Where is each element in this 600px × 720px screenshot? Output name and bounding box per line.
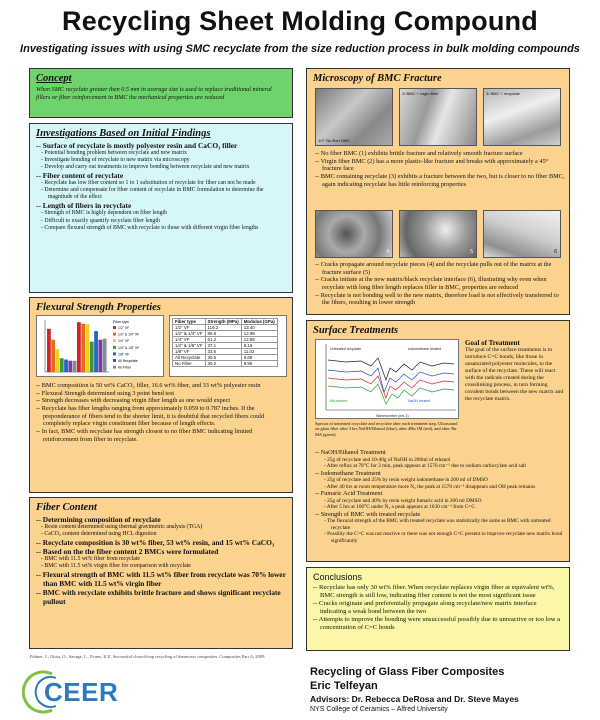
ftir-spectrum-box (315, 339, 459, 419)
chart-legend-label: 1/4" VF (118, 339, 130, 344)
chart-bar (77, 322, 81, 372)
table-header-cell: Fiber type (173, 319, 206, 325)
table-header-row (173, 319, 278, 325)
flexural-item: -- Flexural Strength determined using 3 point bend test (36, 389, 175, 397)
fiber-content-item: -- Recyclate composition is 30 wt% fiber, 53 wt% resin, and 15 wt% CaCO₃ (36, 538, 275, 548)
goal-box (465, 339, 565, 403)
flexural-item: -- BMC composition is 50 wt% CaCO₃ filler, 16.6 wt% fiber, and 33 wt% polyester resin (36, 382, 261, 389)
spectrum-label-untreated: Untreated recyclate (330, 347, 362, 351)
investigation-item: - Determine and compensate for fiber content of recyclate in BMC formulation to determine the magnitude of the effect (41, 187, 264, 201)
table-cell: No Fiber (173, 361, 206, 367)
table-cell: 30.5 (205, 355, 241, 361)
microscopy-heading: Microscopy of BMC Fracture (313, 73, 442, 84)
micrograph-crack-propagation (315, 210, 393, 258)
flexural-table-box (169, 315, 287, 377)
chart-legend-label: 1/2" VF (118, 326, 130, 330)
investigation-item: - Difficult to exactly quantify recyclate fiber length (41, 217, 160, 224)
footer-institution: NYS College of Ceramics – Alfred University (310, 706, 448, 713)
chart-bar (90, 342, 94, 372)
table-cell: 61.2 (205, 337, 241, 343)
chart-legend-title: Fiber type (113, 320, 129, 324)
table-cell: 1/8" VF (173, 349, 206, 355)
micrograph-interface (483, 210, 561, 258)
surface-item: - 25g of recyclate and 10-40g of NaOH in 200ml of ethanol (324, 456, 451, 463)
table-cell: 116.2 (205, 325, 241, 331)
fiber-content-item: -- Determining composition of recyclate (36, 515, 161, 524)
footer-author: Eric Telfeyan (310, 680, 378, 692)
investigation-item: -- Length of fibers in recyclate (36, 201, 132, 211)
surface-heading: Surface Treatments (313, 325, 399, 336)
micrograph-no-fiber (315, 88, 393, 146)
chart-legend-swatch (113, 346, 116, 349)
goal-text: The goal of the surface treatments is to introduce C=C bonds, like those in unsaturated polyester molecules, to the surface of the recyclate. These will react with the radicals created during the crosslinking process, in turn forming covalent bonds between the new matrix and the recyclate matrix. (465, 347, 564, 402)
flexural-chart-box (36, 315, 164, 377)
microscopy-list-top (315, 150, 565, 188)
micrograph-label-6: 6 (554, 249, 557, 255)
micrograph-label-1: 1/2" No fiber BMC (318, 138, 351, 143)
investigation-item: - Potential bonding problem between recyclate and new matrix (41, 150, 187, 157)
flexural-item: -- Strength decreases with decreasing virgin fiber length as one would expect (36, 397, 231, 405)
spectrum-caption: Spectra of untreated recyclate and recyclate after each treatment step. Ultrasound on glass fiber after 3 hrs NaOH/Ethanol (blue), after 40hr IM (red), and after 5hr MA (green) (315, 421, 458, 437)
chart-legend-swatch (113, 339, 116, 342)
table-cell: 33.6 (205, 349, 241, 355)
chart-bar (98, 340, 102, 372)
chart-legend-swatch (113, 333, 116, 336)
table-row (173, 361, 278, 367)
conclusion-item: -- Recyclate has only 30 wt% fiber. When recyclate replaces virgin fiber at equivalent wt%, BMC strength is still low, indicating fiber content is not the most significant issue (313, 584, 555, 600)
microscopy-item: -- Cracks initiate at the new matrix/black recyclate interface (6), illustrating why even when recyclate with long fiber length replaces filler in BMC, properties are reduced (315, 276, 547, 292)
conclusion-item: -- Attempts to improve the bonding were unsuccessful possibly due to unreactive or too low a concentration of C=C bonds (313, 616, 561, 632)
footer-project: Recycling of Glass Fiber Composites (310, 666, 505, 678)
surface-item: -- Strength of BMC with treated recyclate (315, 510, 421, 518)
investigation-item: - Investigate bonding of recyclate to new matrix via microscopy (41, 157, 190, 164)
flexural-list (36, 382, 288, 443)
concept-panel (29, 68, 293, 118)
chart-legend-label: No Fiber (118, 365, 132, 370)
microscopy-item: -- Virgin fiber BMC (2) has a more plastic-like fracture and breaks with approximately a 45° fracture face (315, 157, 549, 173)
table-cell: 1/4" & 1/8" VF (173, 343, 206, 349)
poster-subtitle: Investigating issues with using SMC recyclate from the size reduction process in bulk molding compounds (20, 43, 580, 55)
flexural-item: -- In fact, BMC with recyclate has strength closest to no fiber BMC indicating limited reinforcement from fiber in recyclate. (36, 428, 253, 443)
table-cell: 8.16 (241, 343, 277, 349)
chart-bar (103, 339, 107, 372)
conclusions-heading: Conclusions (313, 572, 363, 582)
surface-item: - After reflux at 78°C for 3 min, peak appears at 1570 cm⁻¹ due to sodium carboxylate acid salt (324, 463, 526, 470)
conclusions-list (313, 584, 563, 632)
concept-heading: Concept (36, 73, 72, 84)
spectrum-label-naoh: NaOH treated (408, 399, 431, 403)
fiber-content-item: -- Based on the the fiber content 2 BMCs were formulated (36, 547, 219, 557)
spectrum-axis-label: Wavenumber (cm-1) (376, 414, 409, 418)
microscopy-item: -- BMC containing recyclate (3) exhibits a fracture between the two, but is closer to no fiber BMC, again indicating recyclate has little reinforcing properties (315, 173, 565, 188)
flexural-bar-chart (37, 316, 165, 378)
reference-text: Palmer, J., Ghita, O., Savage, L., Evans, K.E. Successful closed-loop recycling of thermoset composites. Composites Part A, 2009. (30, 654, 266, 659)
table-header-cell: Strength (MPa) (205, 319, 241, 325)
fiber-content-item: - BMC with 11.5 wt% fiber from recyclate (41, 556, 140, 563)
table-cell: 86.8 (205, 331, 241, 337)
chart-bar (81, 324, 85, 372)
micrograph-label-5: 5 (470, 249, 473, 255)
surface-item: -- Fumaric Acid Treatment (315, 490, 383, 498)
fiber-content-list (36, 515, 286, 606)
table-cell: 37.1 (205, 343, 241, 349)
fiber-content-panel (29, 497, 293, 649)
goal-heading: Goal of Treatment (465, 339, 520, 347)
surface-item: -- Iodomethane Treatment (315, 469, 381, 477)
surface-treatments-panel (306, 320, 570, 562)
table-cell: 8.96 (241, 361, 277, 367)
flexural-panel (29, 297, 293, 493)
chart-legend-label: 1/8" VF (118, 352, 130, 357)
spectrum-label-ma: MA treated (330, 399, 348, 403)
investigations-heading: Investigations Based on Initial Findings (36, 128, 211, 139)
surface-item: - After 40 hrs at room temperature more N₂ the peak at 1570 cm⁻¹ disappears and OH peak remains (324, 483, 536, 490)
investigation-item: - Strength of BMC is highly dependent on fiber length (41, 210, 168, 217)
spectrum-label-iodomethane: Iodomethane treated (408, 347, 442, 351)
investigations-panel (29, 123, 293, 293)
micrograph-label-2: 2/ BMC + virgin fiber (402, 91, 439, 96)
chart-bar (56, 349, 60, 372)
conclusions-panel (306, 567, 570, 651)
investigation-item: - Recyclate has low fiber content so 1 to 1 substitution of recyclate for fiber can not be made (41, 180, 256, 187)
ftir-spectrum (316, 340, 460, 420)
table-cell: All Recyclate (173, 355, 206, 361)
chart-legend-label: 1/4" & 1/8" VF (118, 345, 140, 350)
table-header-cell: Modulus (GPa) (241, 319, 277, 325)
table-cell: 11.02 (241, 349, 277, 355)
table-cell: 1/4" VF (173, 337, 206, 343)
chart-bar (94, 331, 98, 372)
chart-legend-swatch (113, 352, 116, 355)
surface-list (315, 449, 567, 544)
surface-item: - Possibly the C=C was not reactive or there was not enough C=C present to improve recyclate new matrix bond significantly (324, 531, 563, 544)
table-cell: 13.40 (241, 325, 277, 331)
investigations-list (36, 141, 286, 232)
investigation-item: -- Surface of recyclate is mostly polyester resin and CaCO₃ filler (36, 141, 238, 150)
chart-bar (47, 329, 51, 372)
fiber-content-heading: Fiber Content (36, 502, 97, 513)
microscopy-item: -- Cracks propagate around recyclate pieces (4) and the recyclate pulls out of the matrix at the fracture surface (5) (315, 261, 552, 276)
flexural-table (172, 318, 278, 367)
investigation-item: - Develop and carry out treatments to improve bonding between recyclate and new matrix (41, 164, 250, 171)
fiber-content-item: - BMC with 11.5 wt% virgin fiber for comparison with recyclate (41, 563, 191, 570)
table-cell: 12.98 (241, 331, 277, 337)
table-cell: 30.2 (205, 361, 241, 367)
microscopy-list-bottom (315, 261, 565, 307)
footer-advisors: Advisors: Dr. Rebecca DeRosa and Dr. Steve Mayes (310, 694, 519, 704)
chart-legend-label: 1/2" & 1/4" VF (118, 332, 140, 337)
concept-text: When SMC recyclate greater then 0.5 mm in average size is used to replace traditional mineral fillers or fiber reinforcement in BMC the mechanical properties are reduced (36, 86, 272, 101)
table-cell: 12.89 (241, 337, 277, 343)
micrograph-recyclate (483, 88, 561, 146)
investigation-item: -- Fiber content of recyclate (36, 171, 124, 181)
flexural-item: -- Recyclate has fiber lengths ranging from approximately 0.059 to 0.787 inches. If the preponderance of fibers tend to the shorter limit, it is doubtful that recycled fibers could completely replace virgin constituent fiber because of length effects. (36, 405, 265, 428)
micrograph-virgin-fiber (399, 88, 477, 146)
chart-legend-label: All Recyclate (118, 359, 138, 363)
chart-bar (73, 361, 77, 372)
chart-legend-swatch (113, 366, 116, 369)
conclusion-item: -- Cracks originate and preferentially propagate along recyclate/new matrix interface indicating a weak bond between the two (313, 600, 537, 616)
micrograph-pullout (399, 210, 477, 258)
table-cell: 8.68 (241, 355, 277, 361)
surface-item: -- NaOH/Ethanol Treatment (315, 449, 386, 456)
surface-item: - 25g of recyclate and 40% by resin weight fumaric acid in 200 ml DMSO (324, 497, 482, 504)
fiber-content-item: - Resin content determined using thermal gravimetric analysis (TGA) (41, 524, 203, 531)
fiber-content-item: -- BMC with recyclate exhibits brittle fracture and shows significant recyclate pullout (36, 588, 281, 607)
chart-bar (68, 361, 72, 372)
table-cell: 1/2" & 1/4" VF (173, 331, 206, 337)
micrograph-label-4: 4 (386, 249, 389, 255)
ceer-logo-text: CEER (44, 677, 119, 707)
surface-item: - After 5 hrs at 100°C under N₂ a peak appears at 1630 cm⁻¹ from C=C (324, 504, 475, 511)
ceer-logo (22, 668, 132, 714)
investigation-item: - Compare flexural strength of BMC with recyclate to those with different virgin fiber lengths (41, 224, 259, 231)
table-cell: 1/2" VF (173, 325, 206, 331)
microscopy-item: -- No fiber BMC (1) exhibits brittle fracture and relatively smooth fracture surface (315, 150, 523, 157)
fiber-content-item: -- Flexural strength of BMC with 11.5 wt% fiber from recyclate was 70% lower than BMC with 11.5 wt% virgin fiber (36, 570, 286, 589)
surface-item: - The flexural strength of the BMC with treated recyclate was statistically the same as BMC with untreated recyclate (324, 518, 551, 531)
chart-bar (60, 358, 64, 372)
chart-legend-swatch (113, 359, 116, 362)
fiber-content-item: - CaCO₃ content determined using HCL digestion (41, 531, 157, 538)
chart-bar (64, 360, 68, 372)
micrograph-label-3: 3/ BMC + recyclate (486, 91, 520, 96)
flexural-heading: Flexural Strength Properties (36, 302, 161, 313)
poster-title: Recycling Sheet Molding Compound (62, 6, 538, 36)
chart-bar (51, 340, 55, 372)
surface-item: - 25g of recyclate and 25% by resin weight iodomethane in 200 ml of DMSO (324, 477, 488, 484)
microscopy-panel (306, 68, 570, 315)
chart-bar (86, 324, 90, 372)
chart-legend-swatch (113, 326, 116, 329)
microscopy-item: -- Recyclate is not bonding well to the new matrix, therefore load is not effectively transferred to the fibers, resulting in lower strength (315, 291, 559, 307)
